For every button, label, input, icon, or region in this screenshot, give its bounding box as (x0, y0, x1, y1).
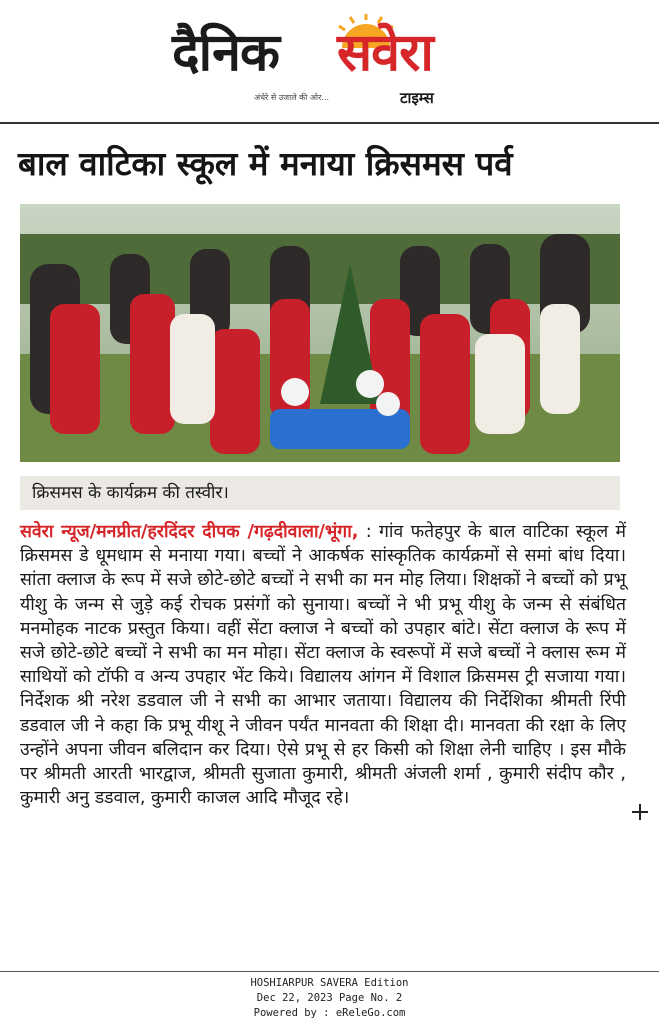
logo-tagline: अंधेरे से उजाले की ओर... (254, 93, 330, 102)
newspaper-logo (172, 8, 492, 112)
page-footer (0, 976, 659, 1021)
logo-word-dainik: दैनिक (172, 23, 279, 83)
footer-divider (0, 971, 659, 972)
article-headline: बाल वाटिका स्कूल में मनाया क्रिसमस पर्व (18, 144, 513, 183)
footer-date-page: Dec 22, 2023 Page No. 2 (256, 992, 403, 1004)
logo-subtitle: टाइम्स (400, 89, 434, 107)
crosshair-icon (632, 804, 648, 820)
group-photo-illustration (20, 204, 620, 462)
article-body (20, 520, 626, 810)
masthead-divider (0, 122, 659, 124)
article-photo (20, 204, 620, 462)
photo-caption-text: क्रिसमस के कार्यक्रम की तस्वीर। (32, 483, 229, 503)
photo-caption (20, 476, 620, 510)
footer-edition: HOSHIARPUR SAVERA Edition (250, 977, 409, 989)
article-byline: सवेरा न्यूज/मनप्रीत/हरदिंदर दीपक /गढ़दीवाला/भूंगा, (20, 522, 359, 542)
logo-word-savera: सवेरा (337, 23, 433, 83)
masthead (0, 0, 659, 122)
footer-powered-by: Powered by : eReleGo.com (253, 1007, 406, 1019)
article-text: : गांव फतेहपुर के बाल वाटिका स्कूल में क्रिसमस डे धूमधाम से मनाया गया। बच्चों ने आकर्षक सांस्कृतिक कार्यक्रमों से समां बांध दिया। सांता क्लाज के रूप में सजे छोटे-छोटे बच्चों ने सभी का मन मोह लिया। शिक्षकों ने बच्चों को प्रभू यीशु के जन्म से जुड़े कई रोचक प्रसंगों को सुनाया। बच्चों ने भी प्रभू यीशु के जन्म से संबंधित मनमोहक नाटक प्रस्तुत किया। वहीं सेंटा क्लाज ने बच्चों को उपहार बांटे। सेंटा क्लाज के रूप में सजे छोटे-छोटे बच्चों ने सभी का मन मोहा। सेंटा क्लाज के स्वरूपों में सजे बच्चों ने क्लास रूम में साथियों को टॉफी व अन्य उपहार भेंट किये। विद्यालय आंगन में विशाल क्रिसमस ट्री सजाया गया। निर्देशक श्री नरेश डडवाल जी ने सभी का आभार जताया। विद्यालय की निर्देशिका श्रीमती रिंपी डडवाल जी ने कहा कि प्रभू यीशू ने जीवन पर्यंत मानवता की शिक्षा दी। मानवता की रक्षा के लिए उन्होंने अपना जीवन बलिदान कर दिया। ऐसे प्रभू से हर किसी को शिक्षा लेनी चाहिए । इस मौके पर श्रीमती आरती भारद्वाज, श्रीमती सुजाता कुमारी, श्रीमती अंजली शर्मा , कुमारी संदीप कौर , कुमारी अनु डडवाल, कुमारी काजल आदि मौजूद रहे। (20, 522, 627, 809)
